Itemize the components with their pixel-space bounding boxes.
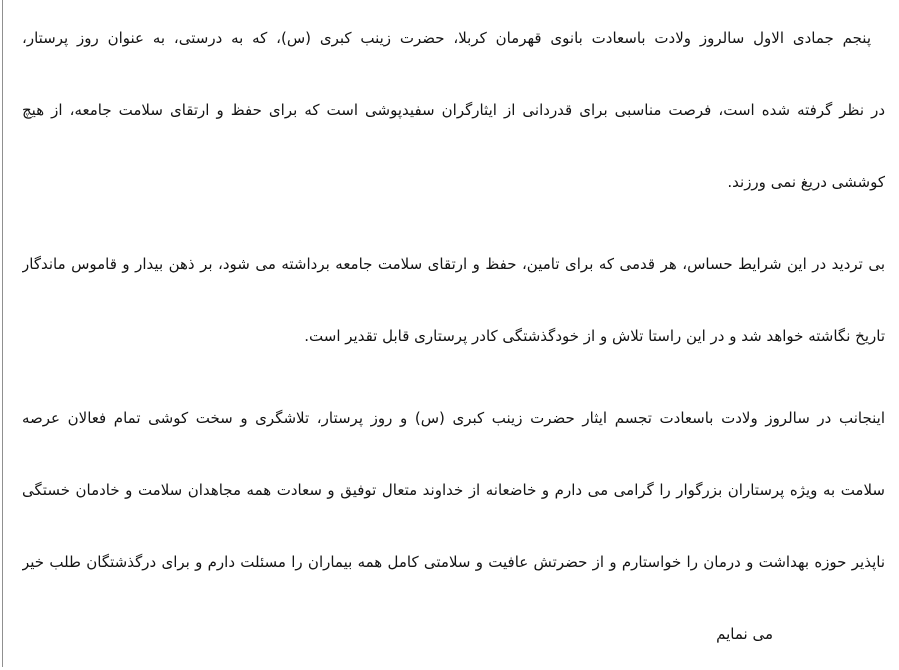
page-edge-line	[2, 0, 3, 667]
text-line: سلامت به ویژه پرستاران بزرگوار را گرامی می دارم و خاضعانه از خداوند متعال توفیق و سعادت همه مجاهدان سلامت و خادمان خستگی	[22, 481, 885, 499]
text-line: بی تردید در این شرایط حساس، هر قدمی که برای تامین، حفظ و ارتقای سلامت جامعه برداشته می شود، بر ذهن بیدار و قاموس ماندگار	[22, 255, 885, 273]
text-line: کوششی دریغ نمی ورزند.	[727, 173, 885, 191]
text-line: در نظر گرفته شده است، فرصت مناسبی برای قدردانی از ایثارگران سفیدپوشی است که برای حفظ و ارتقای سلامت جامعه، از هیچ	[22, 101, 885, 119]
paragraph	[22, 228, 885, 372]
text-line: تاریخ نگاشته خواهد شد و در این راستا تلاش و از خودگذشتگی کادر پرستاری قابل تقدیر است.	[304, 327, 885, 345]
paragraph	[22, 2, 885, 218]
text-line: ناپذیر حوزه بهداشت و درمان را خواستارم و از حضرتش عافیت و سلامتی کامل همه بیماران را مسئلت دارم و برای درگذشتگان طلب خیر	[22, 553, 885, 571]
text-line: پنجم جمادی الاول سالروز ولادت باسعادت بانوی قهرمان کربلا، حضرت زینب کبری (س)، که به درستی، به عنوان روز پرستار،	[22, 29, 871, 47]
text-line: اینجانب در سالروز ولادت باسعادت تجسم ایثار حضرت زینب کبری (س) و روز پرستار، تلاشگری و سخت کوشی تمام فعالان عرصه	[22, 409, 885, 427]
paragraph	[22, 382, 885, 670]
text-line: می نمایم	[716, 625, 773, 643]
